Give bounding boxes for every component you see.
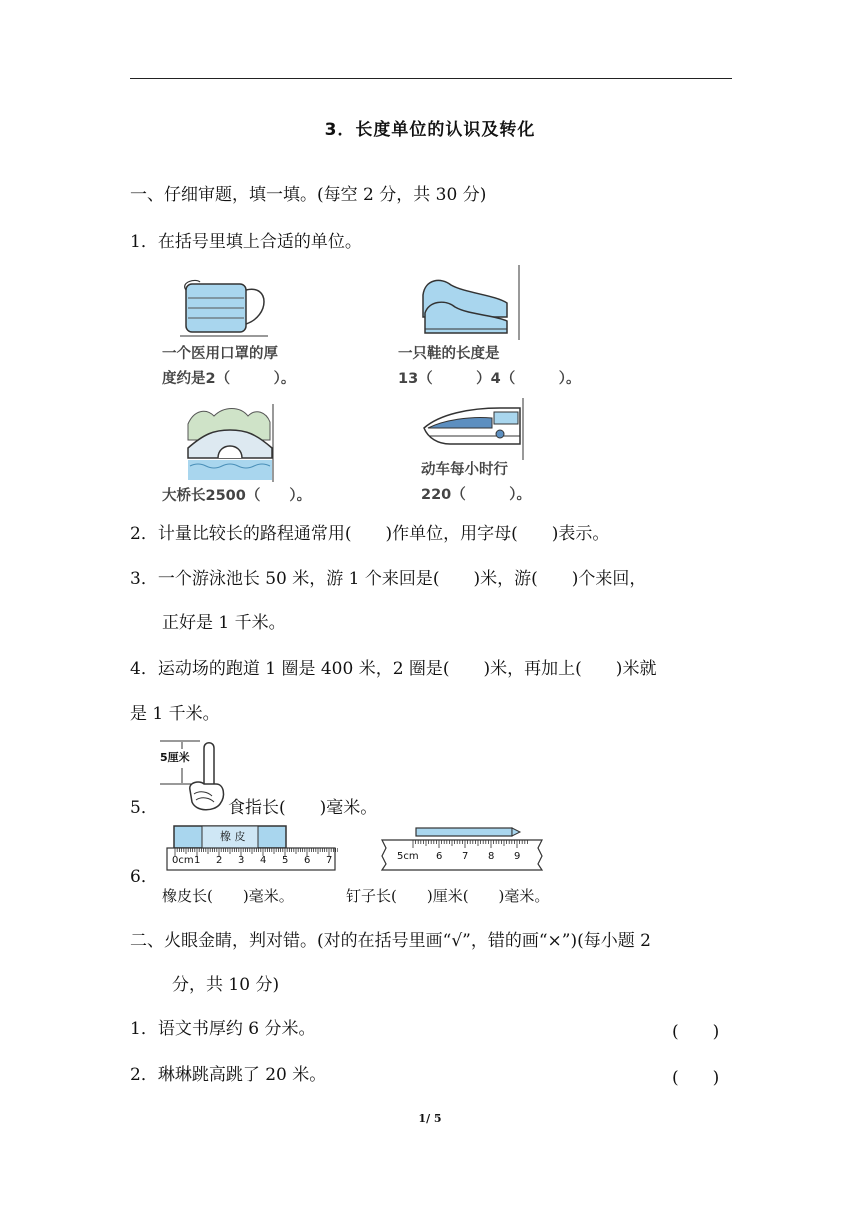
bridge-caption: 大桥长2500（ ）。 [162, 488, 312, 504]
mask-caption-line2: 度约是2（ ）。 [162, 371, 296, 387]
judge-item-1-answer[interactable]: ( ) [672, 1022, 720, 1042]
shoe-caption-line1: 一只鞋的长度是 [398, 346, 500, 362]
bridge-image [184, 404, 276, 482]
ruler-tick-label: 7 [326, 855, 333, 866]
question-1: 1．在括号里填上合适的单位。 [130, 232, 362, 252]
mask-image [180, 276, 270, 338]
page-number: 1/ 5 [418, 1112, 442, 1125]
question-4-line1: 4．运动场的跑道 1 圈是 400 米，2 圈是( )米，再加上( )米就 [130, 659, 657, 679]
ruler-tick-label: 8 [488, 851, 495, 862]
judge-item-1: 1．语文书厚约 6 分米。 [130, 1019, 316, 1039]
shoe-image [415, 265, 521, 340]
ruler-tick-label: 2 [216, 855, 223, 866]
train-image [420, 398, 526, 460]
judge-item-2: 2．琳琳跳高跳了 20 米。 [130, 1065, 327, 1085]
train-caption-line2: 220（ ）。 [421, 487, 532, 503]
train-caption-line1: 动车每小时行 [421, 462, 508, 478]
header-rule [130, 78, 732, 79]
ruler-tick-label: 5 [282, 855, 289, 866]
nail-length-text: 钉子长( )厘米( )毫米。 [346, 887, 550, 905]
question-6-number: 6． [130, 867, 158, 887]
ruler-tick-label: 7 [462, 851, 469, 862]
ruler-tick-label: 6 [304, 855, 311, 866]
ruler-tick-label: 0cm [172, 855, 194, 866]
ruler-tick-label: 1 [194, 855, 201, 866]
ruler-tick-label: 3 [238, 855, 245, 866]
ruler-tick-label: 9 [514, 851, 521, 862]
question-5-number: 5． [130, 798, 158, 818]
mask-caption-line1: 一个医用口罩的厚 [162, 346, 278, 362]
eraser-length-text: 橡皮长( )毫米。 [162, 887, 294, 905]
ruler-tick-label: 4 [260, 855, 267, 866]
ruler-tick-label: 5cm [397, 851, 419, 862]
section2-heading-line1: 二、火眼金睛，判对错。(对的在括号里画“√”，错的画“×”)(每小题 2 [130, 931, 651, 951]
shoe-caption-line2: 13（ ）4（ ）。 [398, 371, 581, 387]
section2-heading-line2: 分，共 10 分) [172, 975, 280, 995]
question-5-text: 食指长( )毫米。 [228, 798, 378, 818]
question-3-line1: 3．一个游泳池长 50 米，游 1 个来回是( )米，游( )个来回， [130, 569, 647, 589]
question-3-line2: 正好是 1 千米。 [162, 613, 286, 633]
ruler-tick-label: 6 [436, 851, 443, 862]
question-4-line2: 是 1 千米。 [130, 704, 220, 724]
nail-ruler-image [380, 826, 544, 872]
question-2: 2．计量比较长的路程通常用( )作单位，用字母( )表示。 [130, 524, 610, 544]
judge-item-2-answer[interactable]: ( ) [672, 1068, 720, 1088]
section1-heading: 一、仔细审题，填一填。(每空 2 分，共 30 分) [130, 185, 487, 205]
page-title: 3．长度单位的认识及转化 [324, 120, 536, 140]
eraser-label: 橡 皮 [220, 830, 246, 843]
finger-5cm-label: 5厘米 [160, 751, 190, 764]
